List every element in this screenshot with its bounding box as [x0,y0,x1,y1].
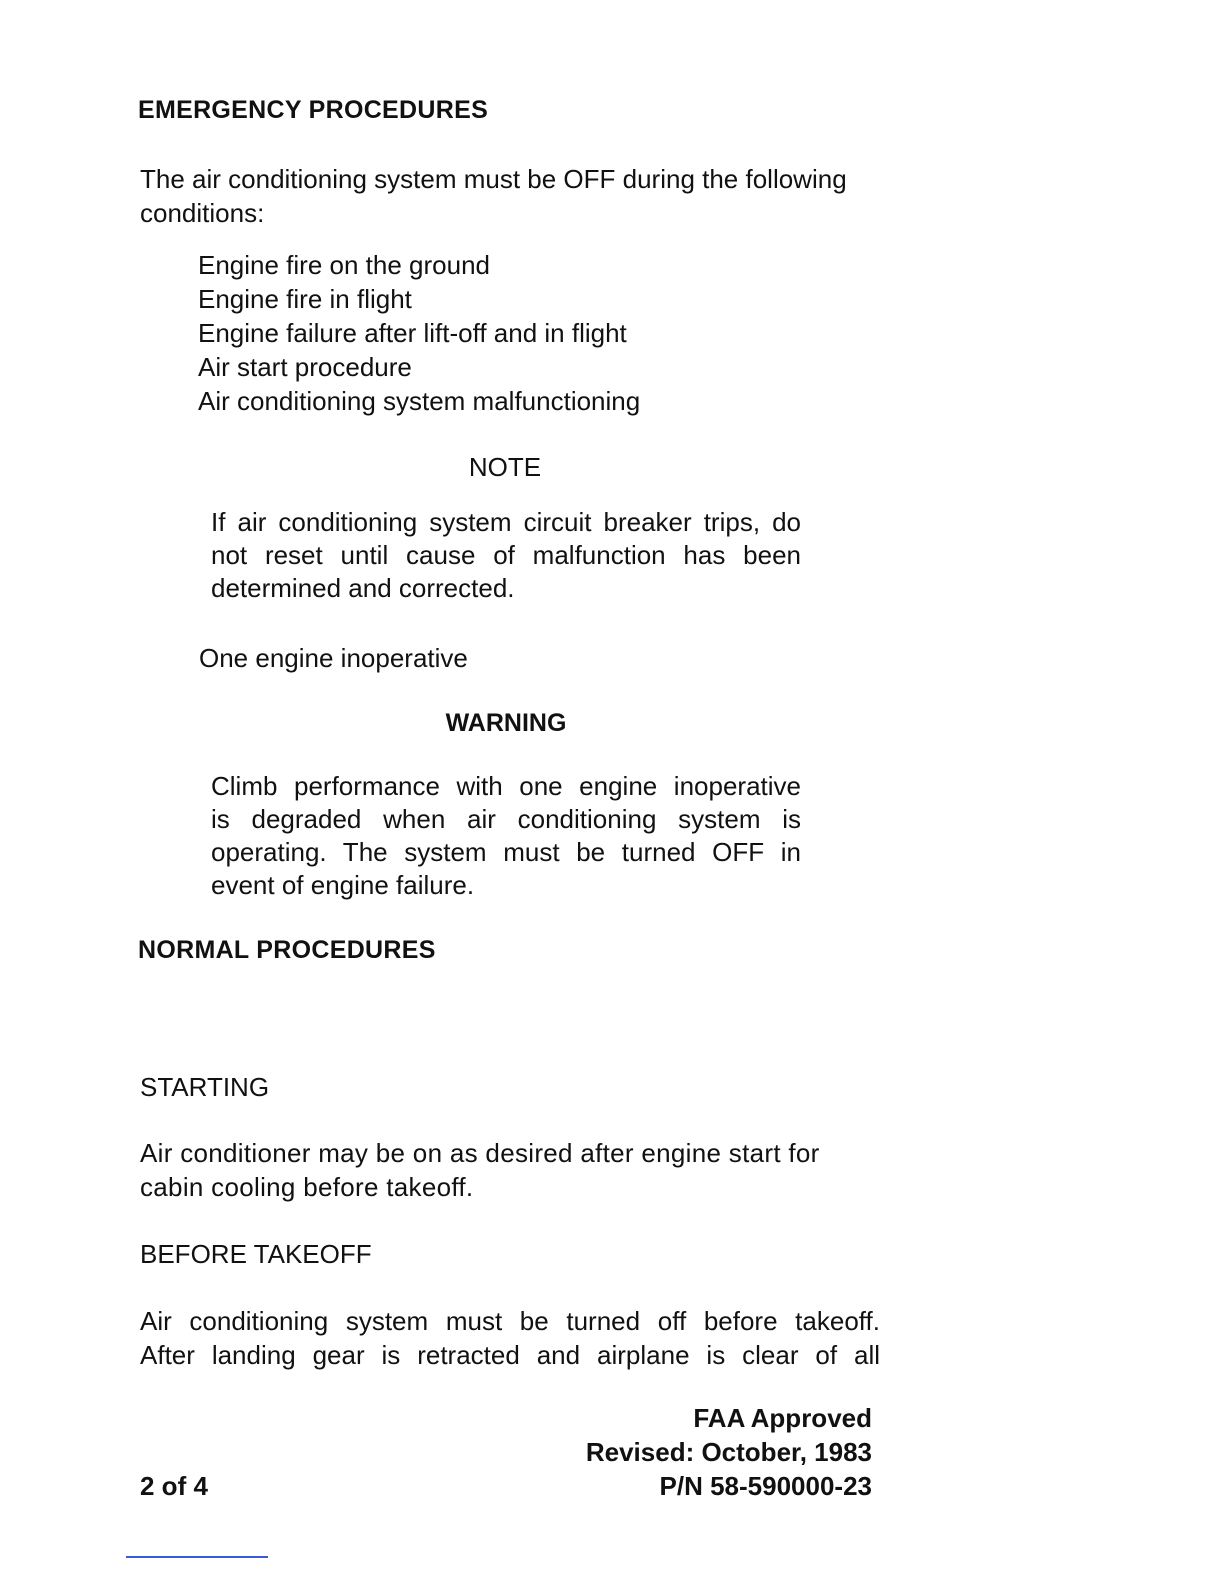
bottom-rule [126,1556,268,1558]
condition-item: Engine failure after lift-off and in flight [198,318,627,348]
faa-approved: FAA Approved [693,1403,872,1433]
normal-procedures-heading: NORMAL PROCEDURES [138,936,436,964]
before-takeoff-text [140,1304,880,1372]
note-text [211,506,801,605]
part-number: P/N 58-590000-23 [659,1471,872,1501]
note-label: NOTE [468,452,542,482]
footer-approval-block [586,1401,872,1503]
before-takeoff-line: Air conditioning system must be turned off before takeoff. [140,1306,880,1336]
condition-item: Air start procedure [198,352,412,382]
emergency-intro [140,162,880,230]
extra-condition: One engine inoperative [199,643,468,673]
warning-label: WARNING [445,709,567,737]
condition-item: Air conditioning system malfunctioning [198,386,641,416]
starting-line: cabin cooling before takeoff. [140,1172,474,1202]
warning-line: event of engine failure. [211,870,475,900]
starting-text [140,1136,880,1204]
before-takeoff-line: After landing gear is retracted and airplane is clear of all [140,1340,880,1370]
emergency-procedures-heading: EMERGENCY PROCEDURES [138,96,489,124]
warning-text [211,770,801,902]
warning-line: is degraded when air conditioning system is [211,804,801,834]
intro-line: conditions: [140,198,265,228]
condition-item: Engine fire on the ground [198,250,490,280]
warning-line: operating. The system must be turned OFF in [211,837,801,867]
page-number: 2 of 4 [140,1471,208,1501]
before-takeoff-subheading: BEFORE TAKEOFF [140,1239,372,1269]
starting-subheading: STARTING [140,1072,270,1102]
starting-line: Air conditioner may be on as desired after engine start for [140,1138,820,1168]
warning-line: Climb performance with one engine inoperative [211,771,801,801]
note-line: If air conditioning system circuit breaker trips, do [211,507,801,537]
note-line: not reset until cause of malfunction has been [211,540,801,570]
condition-item: Engine fire in flight [198,284,412,314]
revised-date: Revised: October, 1983 [585,1437,872,1467]
intro-line: The air conditioning system must be OFF during the following [140,164,847,194]
note-line: determined and corrected. [211,573,515,603]
conditions-list [198,248,640,418]
